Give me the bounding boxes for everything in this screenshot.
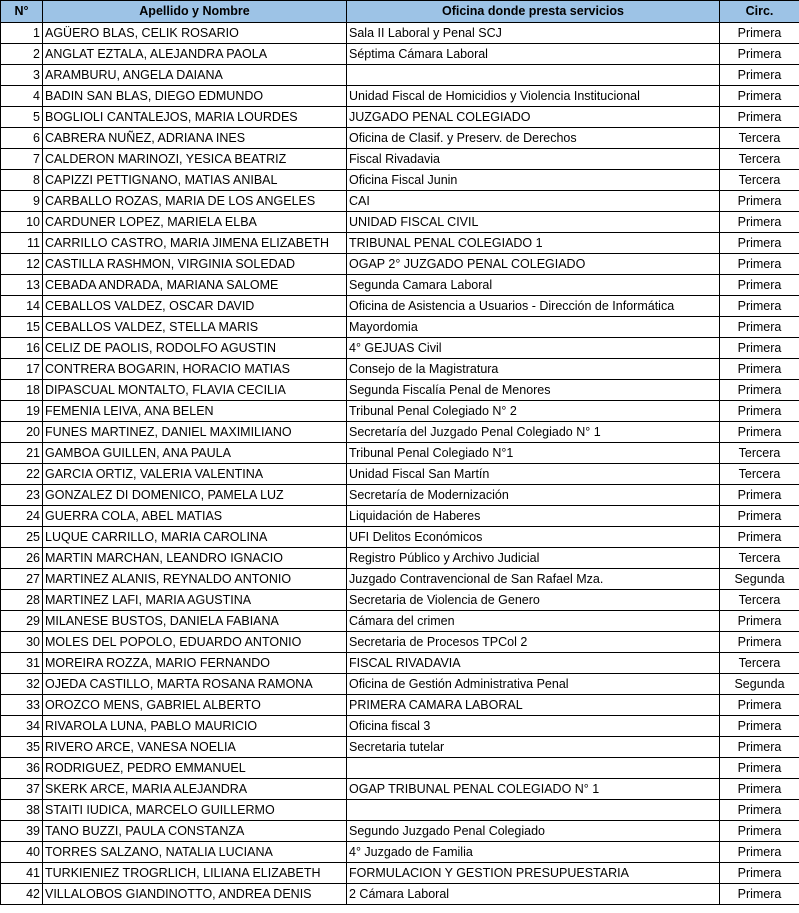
row-number: 36	[1, 758, 43, 779]
table-row	[1, 212, 799, 233]
table-row	[1, 464, 799, 485]
row-name: GAMBOA GUILLEN, ANA PAULA	[43, 443, 347, 464]
row-circ: Primera	[720, 380, 799, 401]
row-number: 31	[1, 653, 43, 674]
table-row	[1, 443, 799, 464]
row-name: CEBADA ANDRADA, MARIANA SALOME	[43, 275, 347, 296]
row-number: 20	[1, 422, 43, 443]
row-number: 13	[1, 275, 43, 296]
row-name: LUQUE CARRILLO, MARIA CAROLINA	[43, 527, 347, 548]
row-number: 41	[1, 863, 43, 884]
row-name: TORRES SALZANO, NATALIA LUCIANA	[43, 842, 347, 863]
table-row	[1, 758, 799, 779]
row-office: Secretaria de Procesos TPCol 2	[347, 632, 720, 653]
row-circ: Primera	[720, 296, 799, 317]
table-row	[1, 296, 799, 317]
row-number: 15	[1, 317, 43, 338]
row-name: MARTINEZ LAFI, MARIA AGUSTINA	[43, 590, 347, 611]
row-number: 22	[1, 464, 43, 485]
row-name: BOGLIOLI CANTALEJOS, MARIA LOURDES	[43, 107, 347, 128]
row-name: SKERK ARCE, MARIA ALEJANDRA	[43, 779, 347, 800]
row-circ: Tercera	[720, 443, 799, 464]
row-name: MOREIRA ROZZA, MARIO FERNANDO	[43, 653, 347, 674]
table-row	[1, 149, 799, 170]
row-number: 4	[1, 86, 43, 107]
table-row	[1, 611, 799, 632]
row-number: 40	[1, 842, 43, 863]
row-office: PRIMERA CAMARA LABORAL	[347, 695, 720, 716]
row-circ: Tercera	[720, 464, 799, 485]
row-name: STAITI IUDICA, MARCELO GUILLERMO	[43, 800, 347, 821]
row-office: Unidad Fiscal San Martín	[347, 464, 720, 485]
row-name: VILLALOBOS GIANDINOTTO, ANDREA DENIS	[43, 884, 347, 905]
row-name: CAPIZZI PETTIGNANO, MATIAS ANIBAL	[43, 170, 347, 191]
row-name: GONZALEZ DI DOMENICO, PAMELA LUZ	[43, 485, 347, 506]
row-number: 34	[1, 716, 43, 737]
row-office: UFI Delitos Económicos	[347, 527, 720, 548]
row-office: Oficina Fiscal Junin	[347, 170, 720, 191]
row-number: 3	[1, 65, 43, 86]
table-row	[1, 359, 799, 380]
table-row	[1, 674, 799, 695]
row-office: Oficina de Gestión Administrativa Penal	[347, 674, 720, 695]
row-office	[347, 758, 720, 779]
table-row	[1, 884, 799, 905]
row-circ: Primera	[720, 632, 799, 653]
row-circ: Primera	[720, 737, 799, 758]
row-circ: Primera	[720, 821, 799, 842]
table-row	[1, 695, 799, 716]
row-office: Oficina fiscal 3	[347, 716, 720, 737]
row-number: 24	[1, 506, 43, 527]
row-name: MARTINEZ ALANIS, REYNALDO ANTONIO	[43, 569, 347, 590]
header-circ: Circ.	[720, 1, 799, 23]
row-number: 37	[1, 779, 43, 800]
table-row	[1, 107, 799, 128]
row-circ: Primera	[720, 338, 799, 359]
row-circ: Primera	[720, 506, 799, 527]
row-number: 9	[1, 191, 43, 212]
row-office: FISCAL RIVADAVIA	[347, 653, 720, 674]
table-row	[1, 800, 799, 821]
row-number: 21	[1, 443, 43, 464]
row-circ: Primera	[720, 422, 799, 443]
row-office: Sala II Laboral y Penal SCJ	[347, 23, 720, 44]
row-name: TURKIENIEZ TROGRLICH, LILIANA ELIZABETH	[43, 863, 347, 884]
row-number: 29	[1, 611, 43, 632]
row-circ: Primera	[720, 254, 799, 275]
row-number: 1	[1, 23, 43, 44]
row-number: 26	[1, 548, 43, 569]
row-number: 39	[1, 821, 43, 842]
row-name: CARDUNER LOPEZ, MARIELA ELBA	[43, 212, 347, 233]
table-row	[1, 842, 799, 863]
row-name: FEMENIA LEIVA, ANA BELEN	[43, 401, 347, 422]
row-office: JUZGADO PENAL COLEGIADO	[347, 107, 720, 128]
row-office: Secretaría de Modernización	[347, 485, 720, 506]
row-circ: Primera	[720, 485, 799, 506]
row-circ: Segunda	[720, 569, 799, 590]
row-number: 33	[1, 695, 43, 716]
row-circ: Tercera	[720, 128, 799, 149]
row-number: 16	[1, 338, 43, 359]
table-row	[1, 863, 799, 884]
row-office: FORMULACION Y GESTION PRESUPUESTARIA	[347, 863, 720, 884]
row-office: CAI	[347, 191, 720, 212]
row-name: CALDERON MARINOZI, YESICA BEATRIZ	[43, 149, 347, 170]
table-row	[1, 23, 799, 44]
row-name: MOLES DEL POPOLO, EDUARDO ANTONIO	[43, 632, 347, 653]
row-name: FUNES MARTINEZ, DANIEL MAXIMILIANO	[43, 422, 347, 443]
row-office: OGAP 2° JUZGADO PENAL COLEGIADO	[347, 254, 720, 275]
row-office: Unidad Fiscal de Homicidios y Violencia Institucional	[347, 86, 720, 107]
row-name: OJEDA CASTILLO, MARTA ROSANA RAMONA	[43, 674, 347, 695]
row-office: Secretaría del Juzgado Penal Colegiado N° 1	[347, 422, 720, 443]
table-row	[1, 233, 799, 254]
row-office: Fiscal Rivadavia	[347, 149, 720, 170]
row-name: OROZCO MENS, GABRIEL ALBERTO	[43, 695, 347, 716]
row-office: Consejo de la Magistratura	[347, 359, 720, 380]
table-row	[1, 86, 799, 107]
table-row	[1, 632, 799, 653]
table-row	[1, 191, 799, 212]
row-name: CARBALLO ROZAS, MARIA DE LOS ANGELES	[43, 191, 347, 212]
row-office: Registro Público y Archivo Judicial	[347, 548, 720, 569]
row-circ: Primera	[720, 716, 799, 737]
row-office: Tribunal Penal Colegiado N° 2	[347, 401, 720, 422]
row-name: RIVAROLA LUNA, PABLO MAURICIO	[43, 716, 347, 737]
table-row	[1, 737, 799, 758]
header-name: Apellido y Nombre	[43, 1, 347, 23]
row-number: 18	[1, 380, 43, 401]
row-number: 27	[1, 569, 43, 590]
row-number: 25	[1, 527, 43, 548]
row-office: TRIBUNAL PENAL COLEGIADO 1	[347, 233, 720, 254]
table-row	[1, 821, 799, 842]
table-row	[1, 401, 799, 422]
row-circ: Primera	[720, 275, 799, 296]
row-number: 7	[1, 149, 43, 170]
row-number: 32	[1, 674, 43, 695]
row-number: 17	[1, 359, 43, 380]
row-circ: Primera	[720, 527, 799, 548]
row-name: ARAMBURU, ANGELA DAIANA	[43, 65, 347, 86]
row-name: AGÜERO BLAS, CELIK ROSARIO	[43, 23, 347, 44]
table-row	[1, 590, 799, 611]
table-row	[1, 380, 799, 401]
row-number: 42	[1, 884, 43, 905]
row-name: RODRIGUEZ, PEDRO EMMANUEL	[43, 758, 347, 779]
row-circ: Primera	[720, 86, 799, 107]
row-circ: Tercera	[720, 548, 799, 569]
table-row	[1, 338, 799, 359]
row-circ: Primera	[720, 758, 799, 779]
table-row	[1, 506, 799, 527]
row-office: Liquidación de Haberes	[347, 506, 720, 527]
row-name: CEBALLOS VALDEZ, STELLA MARIS	[43, 317, 347, 338]
row-office: Séptima Cámara Laboral	[347, 44, 720, 65]
row-circ: Primera	[720, 212, 799, 233]
row-circ: Primera	[720, 800, 799, 821]
row-name: CABRERA NUÑEZ, ADRIANA INES	[43, 128, 347, 149]
table-row	[1, 653, 799, 674]
row-name: CASTILLA RASHMON, VIRGINIA SOLEDAD	[43, 254, 347, 275]
table-row	[1, 65, 799, 86]
table-row	[1, 317, 799, 338]
row-number: 8	[1, 170, 43, 191]
header-office: Oficina donde presta servicios	[347, 1, 720, 23]
row-office: 4° Juzgado de Familia	[347, 842, 720, 863]
row-number: 2	[1, 44, 43, 65]
row-name: CEBALLOS VALDEZ, OSCAR DAVID	[43, 296, 347, 317]
row-circ: Primera	[720, 107, 799, 128]
row-name: MILANESE BUSTOS, DANIELA FABIANA	[43, 611, 347, 632]
row-circ: Primera	[720, 317, 799, 338]
table-row	[1, 779, 799, 800]
row-circ: Tercera	[720, 149, 799, 170]
row-office: Segunda Camara Laboral	[347, 275, 720, 296]
row-name: GUERRA COLA, ABEL MATIAS	[43, 506, 347, 527]
table-row	[1, 485, 799, 506]
row-office: Oficina de Asistencia a Usuarios - Dirección de Informática	[347, 296, 720, 317]
row-office: Cámara del crimen	[347, 611, 720, 632]
row-circ: Tercera	[720, 170, 799, 191]
row-office: Tribunal Penal Colegiado N°1	[347, 443, 720, 464]
row-number: 5	[1, 107, 43, 128]
table-row	[1, 44, 799, 65]
row-circ: Primera	[720, 44, 799, 65]
row-number: 35	[1, 737, 43, 758]
table-row	[1, 527, 799, 548]
row-name: GARCIA ORTIZ, VALERIA VALENTINA	[43, 464, 347, 485]
row-circ: Primera	[720, 359, 799, 380]
table-row	[1, 254, 799, 275]
header-number: N°	[1, 1, 43, 23]
row-office	[347, 65, 720, 86]
row-office: Segundo Juzgado Penal Colegiado	[347, 821, 720, 842]
row-name: TANO BUZZI, PAULA CONSTANZA	[43, 821, 347, 842]
row-number: 38	[1, 800, 43, 821]
row-circ: Segunda	[720, 674, 799, 695]
table-row	[1, 128, 799, 149]
row-circ: Tercera	[720, 653, 799, 674]
row-name: DIPASCUAL MONTALTO, FLAVIA CECILIA	[43, 380, 347, 401]
row-office: Oficina de Clasif. y Preserv. de Derechos	[347, 128, 720, 149]
row-circ: Primera	[720, 191, 799, 212]
row-office: OGAP TRIBUNAL PENAL COLEGIADO N° 1	[347, 779, 720, 800]
table-row	[1, 548, 799, 569]
row-name: BADIN SAN BLAS, DIEGO EDMUNDO	[43, 86, 347, 107]
row-number: 23	[1, 485, 43, 506]
row-circ: Primera	[720, 23, 799, 44]
header-row	[1, 1, 799, 23]
row-number: 19	[1, 401, 43, 422]
row-circ: Primera	[720, 611, 799, 632]
row-number: 28	[1, 590, 43, 611]
row-office: Juzgado Contravencional de San Rafael Mza.	[347, 569, 720, 590]
row-name: CARRILLO CASTRO, MARIA JIMENA ELIZABETH	[43, 233, 347, 254]
table-row	[1, 569, 799, 590]
table-header	[1, 1, 799, 23]
row-name: ANGLAT EZTALA, ALEJANDRA PAOLA	[43, 44, 347, 65]
table-row	[1, 275, 799, 296]
row-number: 6	[1, 128, 43, 149]
row-name: RIVERO ARCE, VANESA NOELIA	[43, 737, 347, 758]
row-office: Mayordomia	[347, 317, 720, 338]
table-body	[1, 23, 799, 905]
row-circ: Tercera	[720, 590, 799, 611]
row-number: 12	[1, 254, 43, 275]
row-name: MARTIN MARCHAN, LEANDRO IGNACIO	[43, 548, 347, 569]
table-row	[1, 170, 799, 191]
row-circ: Primera	[720, 65, 799, 86]
row-number: 10	[1, 212, 43, 233]
table-row	[1, 422, 799, 443]
row-office: Secretaria tutelar	[347, 737, 720, 758]
row-circ: Primera	[720, 842, 799, 863]
row-office	[347, 800, 720, 821]
row-circ: Primera	[720, 884, 799, 905]
row-circ: Primera	[720, 401, 799, 422]
row-office: Segunda Fiscalía Penal de Menores	[347, 380, 720, 401]
row-number: 14	[1, 296, 43, 317]
row-number: 30	[1, 632, 43, 653]
row-office: 4° GEJUAS Civil	[347, 338, 720, 359]
row-circ: Primera	[720, 233, 799, 254]
row-office: UNIDAD FISCAL CIVIL	[347, 212, 720, 233]
row-circ: Primera	[720, 779, 799, 800]
table-row	[1, 716, 799, 737]
row-circ: Primera	[720, 863, 799, 884]
row-circ: Primera	[720, 695, 799, 716]
row-office: 2 Cámara Laboral	[347, 884, 720, 905]
row-number: 11	[1, 233, 43, 254]
row-name: CELIZ DE PAOLIS, RODOLFO AGUSTIN	[43, 338, 347, 359]
row-office: Secretaria de Violencia de Genero	[347, 590, 720, 611]
row-name: CONTRERA BOGARIN, HORACIO MATIAS	[43, 359, 347, 380]
